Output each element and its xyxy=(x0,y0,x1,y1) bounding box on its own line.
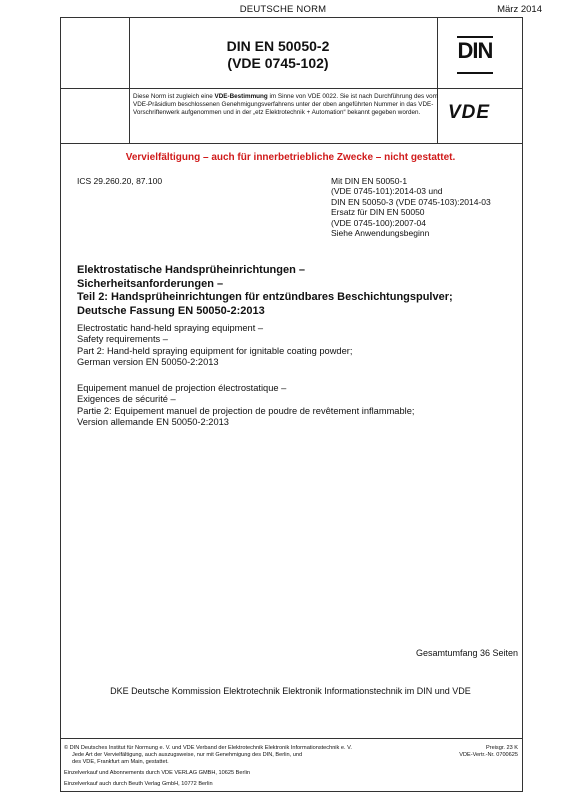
copy-warning: Vervielfältigung – auch für innerbetriebliche Zwecke – nicht gestattet. xyxy=(125,152,456,163)
standard-number-vde: (VDE 0745-102) xyxy=(227,55,329,71)
standard-number xyxy=(128,38,428,72)
title-english xyxy=(77,323,517,369)
title-german xyxy=(77,264,517,318)
vde-note xyxy=(133,93,439,118)
title-english-line: Electrostatic hand-held spraying equipment – xyxy=(77,323,264,333)
replacement-line: DIN EN 50050-3 (VDE 0745-103):2014-03 xyxy=(331,196,491,207)
copyright-line: © DIN Deutsches Institut für Normung e. V. und VDE Verband der Elektrotechnik Elektronik Informationstechnik e. V. xyxy=(64,745,352,751)
copyright-notice xyxy=(64,745,424,766)
divider-note xyxy=(60,143,523,144)
price-info xyxy=(459,745,518,759)
din-logo-bottom-bar xyxy=(457,72,493,74)
replacement-line: (VDE 0745-101):2014-03 und xyxy=(331,186,443,197)
vde-note-bold: VDE-Bestimmung xyxy=(214,93,268,100)
dke-line: DKE Deutsche Kommission Elektrotechnik Elektronik Informationstechnik im DIN und VDE xyxy=(110,686,471,696)
divider-bottom xyxy=(60,791,523,792)
replacement-line: (VDE 0745-100):2007-04 xyxy=(331,217,426,228)
replacement-line: Siehe Anwendungsbeginn xyxy=(331,228,430,239)
copyright-line: des VDE, Frankfurt am Main, gestattet. xyxy=(72,759,169,765)
title-german-line: Teil 2: Handsprüheinrichtungen für entzündbares Beschichtungspulver; xyxy=(77,291,453,303)
title-english-line: Safety requirements – xyxy=(77,334,168,345)
title-english-line: German version EN 50050-2:2013 xyxy=(77,357,219,368)
replacement-line: Ersatz für DIN EN 50050 xyxy=(331,207,425,218)
ics-codes: ICS 29.260.20, 87.100 xyxy=(77,176,163,186)
sales-info-vde: Einzelverkauf und Abonnements durch VDE VERLAG GMBH, 10625 Berlin xyxy=(64,770,250,776)
price-group: Preisgr. 23 K xyxy=(485,745,518,751)
title-french-line: Equipement manuel de projection électrostatique – xyxy=(77,383,287,393)
din-logo xyxy=(455,36,495,76)
vde-note-body: im Sinne von VDE 0022. Sie ist nach Durchführung des vom VDE-Präsidium beschlossenen Genehmigungsverfahrens unter der oben angeführten Nummer in das VDE-Vorschriftenwerk aufgenommen und in der „etz Elektrotechnik + Automation“ bekannt gegeben worden. xyxy=(133,93,438,117)
title-french-line: Version allemande EN 50050-2:2013 xyxy=(77,417,229,428)
divider-logo-column xyxy=(437,17,438,143)
divider-left-column xyxy=(129,17,130,143)
order-number: VDE-Vertr.-Nr. 0700625 xyxy=(459,752,518,758)
vde-logo: VDE xyxy=(448,102,491,123)
title-french xyxy=(77,383,517,429)
copyright-line: Jede Art der Vervielfältigung, auch auszugsweise, nur mit Genehmigung des DIN, Berlin, und xyxy=(72,752,303,758)
title-german-line: Sicherheitsanforderungen – xyxy=(77,277,224,290)
title-english-line: Part 2: Hand-held spraying equipment for ignitable coating powder; xyxy=(77,345,353,356)
replacement-info xyxy=(331,176,491,238)
title-french-line: Partie 2: Equipement manuel de projection de poudre de revêtement inflammable; xyxy=(77,405,415,416)
header-title: DEUTSCHE NORM xyxy=(239,4,327,15)
replacement-line: Mit DIN EN 50050-1 xyxy=(331,176,408,186)
title-german-line: Deutsche Fassung EN 50050-2:2013 xyxy=(77,304,265,317)
title-french-line: Exigences de sécurité – xyxy=(77,394,176,405)
header-date: März 2014 xyxy=(497,4,542,15)
title-german-line: Elektrostatische Handsprüheinrichtungen – xyxy=(77,264,305,276)
divider-footer xyxy=(60,738,523,739)
vde-note-intro: Diese Norm ist zugleich eine xyxy=(133,93,215,100)
sales-info-beuth: Einzelverkauf auch durch Beuth Verlag GmbH, 10772 Berlin xyxy=(64,781,213,787)
total-pages: Gesamtumfang 36 Seiten xyxy=(415,648,518,658)
din-logo-text: DIN xyxy=(457,38,493,63)
standard-number-din: DIN EN 50050-2 xyxy=(226,38,330,54)
